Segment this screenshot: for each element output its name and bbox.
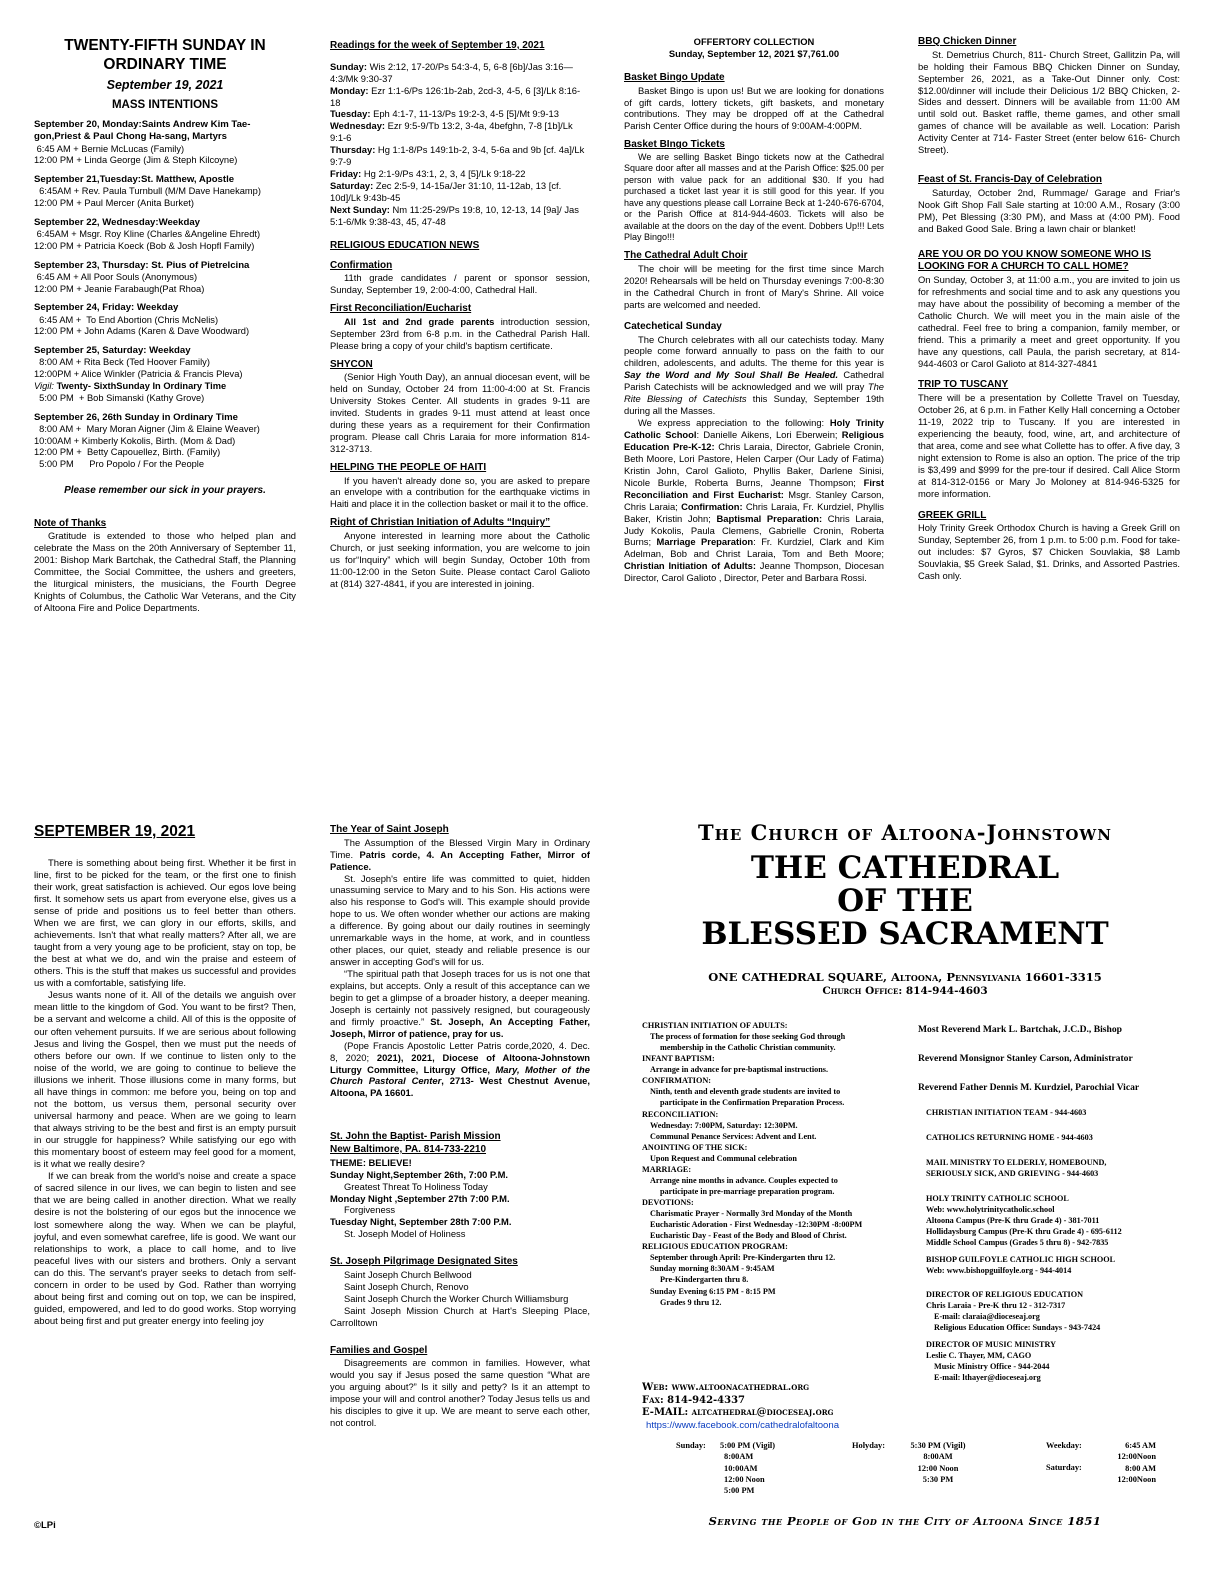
info-line: Pre-Kindergarten thru 8.: [660, 1275, 749, 1285]
st-francis-text: Saturday, October 2nd, Rummage/ Garage and Friar's Nook Gift Shop Fall Sale starting at 10:00 A.M., Rosary (3:00 PM), Pet Blessing (3:30 PM), and Mass at (4:00 PM). Food and Baked Good Sale. Bring a lawn chair or blanket!: [918, 186, 1180, 234]
bishop-line: Most Reverend Mark L. Bartchak, J.C.D., Bishop: [918, 1024, 1122, 1035]
day-block: September 20, Monday:Saints Andrew Kim Tae-gon,Priest & Paul Chong Ha-sang, Martyrs 6:45 AM + Bernie McLucas (Family) 12:00 PM + Linda George (Jim & Steph Kilcoyne): [34, 119, 251, 166]
readings-heading: Readings for the week of September 19, 2021: [330, 40, 545, 51]
pilgrimage-site: Saint Joseph Church Bellwood: [344, 1268, 472, 1280]
facebook-link[interactable]: https://www.facebook.com/cathedralofaltoona: [646, 1420, 840, 1431]
choir-heading: The Cathedral Adult Choir: [624, 250, 748, 262]
info-line: Eucharistic Adoration - First Wednesday -12:30PM -8:00PM: [650, 1220, 863, 1230]
church-home-text: On Sunday, October 3, at 11:00 a.m., you are invited to join us for refreshments and social time and to ask any questions you may have about the possibility of becoming a member of the Catholic Church. We will meet you in the main aisle of the cathedral. Feel free to bring a companion, family member, or friend. This a primarily a meet and greet opportunity. If you have any questions, call Paula, the parish secretary, at 814-944-4603 or Carol Galioto at 814-327-4841: [918, 273, 1180, 369]
info-line: participate in the Confirmation Preparation Process.: [660, 1098, 845, 1108]
reading-item: Thursday: Hg 1:1-8/Ps 149:1b-2, 3-4, 5-6a and 9b [cf. 4a]/Lk 9:7-9: [330, 144, 585, 168]
dre-heading: DIRECTOR OF RELIGIOUS EDUCATION: [926, 1289, 1084, 1299]
first-reconciliation-heading: First Reconciliation/Eucharist: [330, 303, 472, 315]
pilgrimage-site: Saint Joseph Church the Worker Church Williamsburg: [344, 1292, 569, 1304]
haiti-heading: HELPING THE PEOPLE OF HAITI: [330, 461, 487, 473]
first-reconciliation-text: All 1st and 2nd grade parents introduction session, September 23rd from 6-8 p.m. in the Cathedral Parish Hall. Please bring a copy of your child's baptism certificate.: [330, 315, 590, 351]
info-line: ANOINTING OF THE SICK:: [642, 1142, 748, 1152]
sunday-times: 5:00 PM (Vigil) 8:00AM 10:00AM 12:00 Noon 5:00 PM: [720, 1441, 776, 1496]
thanks-text: Gratitude is extended to those who helped plan and celebrate the Mass on the 20th Anniversary of September 11, 2001: Bishop Mark Bartchak, the Cathedral Staff, the Planning Committee, the Social Committee, the ushers and greeters, the liturgical ministers, the musicians, the Fourth Degree Knights of Columbus, the Catholic War Veterans, and the City of Altoona Fire and Police Departments.: [34, 530, 296, 613]
rcia-text: Anyone interested in learning more about the Catholic Church, or just seeking information, you are welcome to join us for“Inquiry” which will begin Sunday, October 10th from 11:00-12:00 in the Seton Suite. Please contact Carol Galioto at (814) 327-4841, if you are interested in joining.: [330, 530, 590, 589]
vigil-line: Vigil: Twenty- SixthSunday In Ordinary Time: [34, 380, 227, 391]
sunday-date: September 19, 2021: [106, 77, 224, 92]
sacraments-info: [642, 1020, 902, 1376]
info-line: Charismatic Prayer - Normally 3rd Monday of the Month: [650, 1209, 853, 1219]
readings-list: [330, 61, 590, 228]
haiti-text: If you haven't already done so, you are asked to prepare an envelope with a contribution for the earthquake victims in Haiti and place it in the collection basket or mail it to the office.: [330, 474, 590, 510]
tuscany-text: There will be a presentation by Collette Travel on Tuesday, October 26, at 6 p.m. in Father Kelly Hall concerning a October 11-19, 2022 trip to Tuscany. If you are interested in experiencing the beauty, food, wine, art, and architecture of that area, come and see what Collette has to offer. A five day, 3 night extension to Rome is also an option. The price of the trip is $3,499 and $999 for the pre-tour if desired. Call Alice Storm at 814-312-0156 or Mary Jo Moloney at 814-946-5325 for more information.: [918, 392, 1180, 499]
info-line: RECONCILIATION:: [642, 1109, 719, 1119]
reading-item: Wednesday: Ezr 9:5-9/Tb 13:2, 3-4a, 4befghn, 7-8 [1b]/Lk 9:1-6: [330, 120, 573, 144]
school-heading: HOLY TRINITY CATHOLIC SCHOOL: [926, 1194, 1069, 1204]
address-line: ONE CATHEDRAL SQUARE, Altoona, Pennsylvania 16601-3315: [708, 970, 1102, 984]
info-line: Communal Penance Services: Advent and Lent.: [650, 1131, 817, 1141]
bingo-heading: Basket Bingo Update: [624, 71, 725, 83]
joseph-intro: The Assumption of the Blessed Virgin Mary in Ordinary Time. Patris corde, 4. An Accepting Father, Mirror of Patience.: [330, 836, 590, 872]
mass-schedule: Sunday: 5:00 PM (Vigil) 8:00AM 10:00AM 12:00 Noon 5:00 PM Holyday: 5:30 PM (Vigil) 8:00AM 12:00 Noon 5:30 PM Weekday: Saturday: 6:45 AM 12:00Noon 8:00 AM 12:00Noon: [676, 1441, 1156, 1496]
joseph-heading: The Year of Saint Joseph: [330, 824, 449, 835]
thanks-heading: Note of Thanks: [34, 517, 107, 529]
info-line: September through April: Pre-Kindergarten thru 12.: [650, 1253, 836, 1263]
bbq-heading: BBQ Chicken Dinner: [918, 36, 1017, 47]
reflection-paragraph: There is something about being first. Whether it be first in line, first to be picked for the team, or the first one to finish their work, great satisfaction is achieved. Our egos love being first. It somehow sets us apart from everyone else, gives us a sense of pride and positions us to feel better than others. When we are first, we can glory in our efforts, skills, and achievements. Isn't that what really matters? After all, we are taught from a very young age to be proficient, stay on top, be the best at what we do, and win the praise and esteem of others. This is the stuff that makes us successful and provides us with a comfortable, satisfying life.: [34, 857, 296, 990]
sunday-title: TWENTY-FIFTH SUNDAY IN ORDINARY TIME: [64, 37, 266, 74]
info-line: Sunday morning 8:30AM - 9:45AM: [650, 1264, 775, 1274]
info-line: MARRIAGE:: [642, 1164, 692, 1174]
reading-item: Next Sunday: Nm 11:25-29/Ps 19:8, 10, 12-13, 14 [9a]/ Jas 5:1-6/Mk 9:38-43, 45, 47-48: [330, 203, 579, 227]
religious-ed-heading: RELIGIOUS EDUCATION NEWS: [330, 239, 480, 251]
pilgrimage-site: Saint Joseph Church, Renovo: [344, 1280, 469, 1292]
reflection-heading: SEPTEMBER 19, 2021: [34, 823, 196, 840]
catechetical-text: The Church celebrates with all our catechists today. Many people come forward annually to pass on the faith to our children, adolescents, and adults. The theme for this year is Say the Word and My Soul Shall Be Healed. Cathedral Parish Catechists will be acknowledged and we will pray The Rite Blessing of Catechists this Sunday, September 19th during all the Masses.: [624, 333, 884, 417]
info-line: Sunday Evening 6:15 PM - 8:15 PM: [650, 1286, 776, 1296]
reading-item: Sunday: Wis 2:12, 17-20/Ps 54:3-4, 5, 6-8 [6b]/Jas 3:16—4:3/Mk 9:30-37: [330, 60, 573, 84]
greek-grill-text: Holy Trinity Greek Orthodox Church is having a Greek Grill on Sunday, September 26, from 1 p.m. to 5:00 p.m. Food for take-out includes: $7 Gyros, $7 Chicken Souvlakia, $8 Lamb Souvlakia, $5 Greek Salad, $1. Drinks, and Assorted Pastries. Cash only.: [918, 522, 1180, 581]
saint-joseph-column: The Year of Saint Joseph The Assumption of the Blessed Virgin Mary in Ordinary Time. Patris corde, 4. An Accepting Father, Mirror of Patience. St. Joseph's entire life was committed to quiet, hidden unassuming service to Mary and to his Son. His actions were also his response to God's will. This example should provide hope to us. We often wonder whether our actions are making a difference. By going about our daily routines in seemingly unremarkable ways in the home, at work, and in countless other places, our quiet, steady and reliable presence is our answer in accepting God's will for us. “The spiritual path that Joseph traces for us is not one that explains, but accepts. Only a result of this acceptance can we begin to get a glimpse of a broader history, a deeper meaning. Joseph is certainly not passively resigned, but courageously and firmly proactive.” St. Joseph, An Accepting Father, Joseph, Mirror of patience, pray for us. (Pope Francis Apostolic Letter Patris corde,2020, 4. Dec. 8, 2020; 2021), 2021, Diocese of Altoona-Johnstown Liturgy Committee, Liturgy Office, Mary, Mother of the Church Pastoral Center, 2713- West Chestnut Avenue, Altoona, PA 16601. St. John the Baptist- Parish Mission New Baltimore, PA. 814-733-2210 THEME: BELIEVE! Sunday Night,September 26th, 7:00 P.M. Greatest Threat To Holiness Today Monday Night ,September 27th 7:00 P.M. Forgiveness Tuesday Night, September 28th 7:00 P.M. St. Joseph Model of Holiness St. Joseph Pilgrimage Designated Sites Saint Joseph Church Bellwood Saint Joseph Church, Renovo Saint Joseph Church the Worker Church Williamsburg Saint Joseph Mission Church at Hart's Sleeping Place, Carrolltown Families and Gospel Disagreements are common in families. However, what would you say if Jesus posed the same question “What are you arguing about?” Is it silly and petty? Is it an attempt to impose your will and control another? Today Jesus tells us and his disciples to give it up. We are meant to serve each other, not control.: [330, 824, 590, 1428]
footer-tagline: Serving the People of God in the City of Altoona Since 1851: [708, 1514, 1102, 1528]
events-column: [918, 36, 1180, 748]
readings-column: [330, 40, 590, 752]
greek-grill-heading: GREEK GRILL: [918, 509, 987, 521]
church-name: The Church of Altoona-Johnstown: [698, 822, 1112, 845]
joseph-text: St. Joseph's entire life was committed to quiet, hidden unassuming service to Mary and to his Son. His actions were also his response to God's will. This example should provide hope to us. We often wonder whether our actions are making a difference. By going about our daily routines in seemingly unremarkable ways in the home, at work, and in countless other places, our quiet, steady and reliable presence is our answer in accepting God's will for us.: [330, 872, 590, 968]
info-line: Grades 9 thru 12.: [660, 1297, 722, 1307]
info-line: membership in the Catholic Christian community.: [660, 1043, 836, 1053]
confirmation-text: 11th grade candidates / parent or sponsor session, Sunday, September 19, 2:00-4:00, Cathedral Hall.: [330, 272, 590, 296]
team-line: CATHOLICS RETURNING HOME - 944-4603: [926, 1132, 1093, 1142]
rcia-heading: Right of Christian Initiation of Adults “Inquiry”: [330, 517, 551, 529]
offertory-heading: OFFERTORY COLLECTION: [693, 36, 815, 47]
fax-line: Fax: 814-942-4337: [642, 1394, 746, 1406]
day-block: September 21,Tuesday:St. Matthew, Apostle 6:45AM + Rev. Paula Turnbull (M/M Dave Hanekamp) 12:00 PM + Paul Mercer (Anita Burket): [34, 174, 261, 209]
high-school-heading: BISHOP GUILFOYLE CATHOLIC HIGH SCHOOL: [926, 1255, 1116, 1265]
vicar-line: Reverend Father Dennis M. Kurdziel, Parochial Vicar: [918, 1081, 1140, 1093]
info-line: Eucharistic Day - Feast of the Body and Blood of Christ.: [650, 1231, 847, 1241]
holyday-times: 5:30 PM (Vigil) 8:00AM 12:00 Noon 5:30 PM: [910, 1441, 966, 1485]
music-heading: DIRECTOR OF MUSIC MINISTRY: [926, 1339, 1057, 1349]
pilgrimage-site: Saint Joseph Mission Church at Hart's Sleeping Place, Carrolltown: [330, 1304, 590, 1328]
catechetical-heading: Catechetical Sunday: [624, 320, 722, 332]
families-text: Disagreements are common in families. However, what would you say if Jesus posed the same question “What are you arguing about?” Is it silly and petty? Is it an attempt to impose your will and control another? Today Jesus tells us and his disciples to give it up. We are meant to serve each other, not control.: [330, 1357, 590, 1428]
reading-item: Monday: Ezr 1:1-6/Ps 126:1b-2ab, 2cd-3, 4-5, 6 [3]/Lk 8:16-18: [330, 84, 581, 108]
info-line: RELIGIOUS EDUCATION PROGRAM:: [642, 1242, 788, 1252]
info-line: participate in pre-marriage preparation program.: [660, 1186, 835, 1196]
choir-text: The choir will be meeting for the first time since March 2020! Rehearsals will be held on Thursday evenings 7:00-8:30 in the Cathedral Church in front of Mary's Shrine. All voice parts are welcomed and needed.: [624, 263, 884, 310]
mass-intentions-column: [34, 36, 296, 748]
catechist-thanks: We express appreciation to the following: Holy Trinity Catholic School: Danielle Aikens, Lori Eberwein; Religious Education Pre-K-12: Chris Laraia, Director, Gabriele Cronin, Beth Moore, Lori Pastore, Helen Carper (Our Lady of Fatima) Kristin John, Carol Galioto, Phyllis Baker, Darlene Sinisi, Nicole Burkle, Roberta Burns, Jeanne Thompson; First Reconciliation and First Eucharist: Msgr. Stanley Carson, Chris Laraia; Confirmation: Chris Laraia, Fr. Kurdziel, Phyllis Baker, Kristin John; Baptismal Preparation: Chris Laraia, Judy Kokolis, Paula Clemens, Gabrielle Cronin, Roberta Burns; Marriage Preparation: Fr. Kurdziel, Clark and Kim Adelman, Bob and Christ Laraia, Tom and Beth Moore; Christian Initiation of Adults: Jeanne Thompson, Diocesan Director, Carol Galioto , Director, Peter and Barbara Rossi.: [624, 417, 884, 584]
reading-item: Tuesday: Eph 4:1-7, 11-13/Ps 19:2-3, 4-5 [5]/Mt 9:9-13: [330, 108, 559, 120]
church-home-heading: ARE YOU OR DO YOU KNOW SOMEONE WHO IS LOOKING FOR A CHURCH TO CALL HOME?: [918, 248, 1151, 273]
weekday-times: 6:45 AM 12:00Noon 8:00 AM 12:00Noon: [1117, 1441, 1156, 1485]
tickets-text: We are selling Basket Bingo tickets now at the Cathedral Square door after all masses and at the Parish Office: $25.00 per person with value pack for an additional $30. If you had purchased a ticket last year it is still good for this year. If you have any questions please call Lorraine Beck at 1-240-676-6704, or the Parish Office at 814-944-4603. Tickets will also be available at the doors on the day of the event. Dobbers Up!!! Lets Play Bingo!!!: [624, 152, 884, 242]
bbq-text: St. Demetrius Church, 811- Church Street, Gallitzin Pa, will be holding their Famous BBQ Chicken Dinner on Sunday, September 26, 2021, as a Take-Out Dinner only. Cost: $12.00/dinner will include their Delicious 1/2 BBQ Chicken, 2-Sides and dessert. Dinners will be available from 11:00 AM until sold out. Basket raffle, theme games, and other small games of chance will be available as well. Location: Parish Activity Center at 714- Faster Street (enter below 616- Church Street).: [918, 48, 1180, 156]
shycon-heading: SHYCON: [330, 358, 373, 370]
confirmation-heading: Confirmation: [330, 259, 393, 271]
tuscany-heading: TRIP TO TUSCANY: [918, 379, 1009, 391]
day-block: September 24, Friday: Weekday 6:45 AM + To End Abortion (Chris McNelis) 12:00 PM + John Adams (Karen & Dave Woodward): [34, 302, 250, 337]
bingo-text: Basket Bingo is upon us! But we are looking for donations of gift cards, lottery tickets, gift baskets, and monetary contributions. They may be dropped off at the Cathedral Parish Center Office during the hours of 9:00AM-4:00PM.: [624, 84, 884, 132]
day-block: September 26, 26th Sunday in Ordinary Time 8:00 AM + Mary Moran Aigner (Jim & Elaine Weaver) 10:00AM + Kimberly Kokolis, Birth. (Mom & Dad) 12:00 PM + Betty Capouellez, Birth. (Family) 5:00 PM Pro Popolo / For the People: [34, 411, 260, 470]
office-phone: Church Office: 814-944-4603: [822, 984, 988, 997]
reflection-paragraph: Jesus wants none of it. All of the details we anguish over mean little to the kingdom of God. You want to be first? Then, be a servant and welcome a child. All of this is the opposite of our often vehement pursuits. If we are serious about following Jesus and living the Gospel, then we must put the needs of others before our own. If we continue to listen only to the noise of the world, we are going to continue to believe the illusions we inherit. Those illusions come in many forms, but all have things in common: me before you, being on top and not the bottom, us versus them, personal security over universal harmony and peace. When are we going to learn that always striving to be the best and first is an empty pursuit in our struggle for happiness? While satisfying our ego with this momentary boost of esteem may feel good for a moment, is it what we really desire?: [34, 990, 296, 1171]
offertory-amount: Sunday, September 12, 2021 $7,761.00: [668, 47, 840, 59]
team-line: CHRISTIAN INITIATION TEAM - 944-4603: [926, 1107, 1087, 1117]
tickets-heading: Basket BIngo Tickets: [624, 139, 725, 151]
day-block: September 25, Saturday: Weekday 8:00 AM + Rita Beck (Ted Hoover Family) 12:00PM + Alice Winkler (Patricia & Francis Pleva) Vigil: Twenty- SixthSunday In Ordinary Time 5:00 PM + Bob Simanski (Kathy Grove): [34, 345, 296, 404]
info-line: INFANT BAPTISM:: [642, 1054, 715, 1064]
mass-intentions-heading: MASS INTENTIONS: [111, 98, 219, 111]
mass-intentions-list: [34, 119, 296, 471]
info-line: Arrange in advance for pre-baptismal instructions.: [650, 1065, 829, 1075]
offertory-column: [624, 36, 884, 748]
cathedral-title: OF THE: [837, 883, 973, 919]
joseph-quote: “The spiritual path that Joseph traces for us is not one that explains, but accepts. Only a result of this acceptance can we begin to get a glimpse of a broader history, a deeper meaning. Joseph is certainly not passively resigned, but courageously and firmly proactive.” St. Joseph, An Accepting Father, Joseph, Mirror of patience, pray for us.: [330, 968, 590, 1039]
info-line: Ninth, tenth and eleventh grade students are invited to: [650, 1087, 841, 1097]
reading-item: Friday: Hg 2:1-9/Ps 43:1, 2, 3, 4 [5]/Lk 9:18-22: [330, 168, 526, 180]
prayers-note: Please remember our sick in your prayers.: [64, 484, 266, 496]
administrator-line: Reverend Monsignor Stanley Carson, Administrator: [918, 1052, 1133, 1064]
st-francis-heading: Feast of St. Francis-Day of Celebration: [918, 174, 1102, 186]
website-link[interactable]: Web: www.altoonacathedral.org: [642, 1382, 810, 1393]
reflection-column: [34, 822, 296, 1540]
day-block: September 23, Thursday: St. Pius of Pietrelcina 6:45 AM + All Poor Souls (Anonymous) 12:00 PM + Jeanie Farabaugh(Pat Rhoa): [34, 259, 250, 294]
lpi-credit: ©LPi: [34, 1520, 56, 1531]
info-line: Upon Request and Communal celebration: [650, 1153, 797, 1163]
staff-info: Most Reverend Mark L. Bartchak, J.C.D., Bishop Reverend Monsignor Stanley Carson, Administrator Reverend Father Dennis M. Kurdziel, Parochial Vicar CHRISTIAN INITIATION TEAM - 944-4603 CATHOLICS RETURNING HOME - 944-4603 MAIL MINISTRY TO ELDERLY, HOMEBOUND, SERIOUSLY SICK, AND GRIEVING - 944-4603 HOLY TRINITY CATHOLIC SCHOOL Web: www.holytrinitycatholic.school Altoona Campus (Pre-K thru Grade 4) - 381-7011 Hollidaysburg Campus (Pre-K thru Grade 4) - 695-6112 Middle School Campus (Grades 5 thru 8) - 942-7835 BISHOP GUILFOYLE CATHOLIC HIGH SCHOOL Web: www.bishopguilfoyle.org - 944-4014 DIRECTOR OF RELIGIOUS EDUCATION Chris Laraia - Pre-K thru 12 - 312-7317 E-mail: claraia@dioceseaj.org Religious Education Office: Sundays - 943-7424 DIRECTOR OF MUSIC MINISTRY Leslie C. Thayer, MM, CAGO Music Ministry Office - 944-2044 E-mail: lthayer@dioceseaj.org: [918, 1024, 1184, 1416]
reading-item: Saturday: Zec 2:5-9, 14-15a/Jer 31:10, 11-12ab, 13 [cf. 10d]/Lk 9:43b-45: [330, 180, 562, 203]
mission-theme: THEME: BELIEVE!: [330, 1156, 412, 1168]
families-heading: Families and Gospel: [330, 1344, 428, 1356]
mail-ministry: MAIL MINISTRY TO ELDERLY, HOMEBOUND,: [926, 1157, 1107, 1167]
pilgrimage-heading: St. Joseph Pilgrimage Designated Sites: [330, 1256, 518, 1268]
info-line: CONFIRMATION:: [642, 1076, 711, 1086]
joseph-citation: (Pope Francis Apostolic Letter Patris corde,2020, 4. Dec. 8, 2020; 2021), 2021, Diocese of Altoona-Johnstown Liturgy Committee, Liturgy Office, Mary, Mother of the Church Pastoral Center, 2713- West Chestnut Avenue, Altoona, PA 16601.: [330, 1039, 590, 1099]
info-line: The process of formation for those seeking God through: [650, 1032, 846, 1042]
email-link[interactable]: E-MAIL: altcathedral@dioceseaj.org: [642, 1407, 834, 1418]
cathedral-title: THE CATHEDRAL: [750, 850, 1060, 886]
mission-heading: St. John the Baptist- Parish Mission New Baltimore, PA. 814-733-2210: [330, 1131, 501, 1155]
cathedral-title: BLESSED SACRAMENT: [701, 916, 1109, 952]
info-line: CHRISTIAN INITIATION OF ADULTS:: [642, 1021, 788, 1030]
shycon-text: (Senior High Youth Day), an annual diocesan event, will be held on Sunday, October 24 from 11:00-4:00 at St. Francis University Stokes Center. All students in grades 9-11 are invited. Students in grades 9-11 must attend at least once during these years as a requirement for their Confirmation program. Please call Chris Laraia for more information 814-312-3713.: [330, 371, 590, 454]
day-block: September 22, Wednesday:Weekday 6:45AM + Msgr. Roy Kline (Charles &Angeline Ehredt) 12:00 PM + Patricia Koeck (Bob & Josh Hopfl Family): [34, 216, 261, 251]
reflection-paragraph: If we can break from the world's noise and create a space of sacred silence in our lives, we can begin to listen and see that we are being called in another direction. What we really desire is not the bolstering of our egos but the innocence we lost somewhere along the way. When we can be playful, joyful, and even somewhat carefree, life is good. We want our relationships to work, a place to call home, and to live peaceful lives with our sisters and brothers. Only a servant can do this. The servant's prayer seeks to detach from self-concern in order to be used by God. Rather than worrying about being first and coming out on top, we can be inspired, guided, empowered, and led to do good works. Stop worrying about being first and put greater energy into feeling joy: [34, 1171, 296, 1328]
info-line: DEVOTIONS:: [642, 1198, 694, 1207]
info-line: Arrange nine months in advance. Couples expected to: [650, 1175, 838, 1185]
info-line: Wednesday: 7:00PM, Saturday: 12:30PM.: [650, 1120, 798, 1130]
